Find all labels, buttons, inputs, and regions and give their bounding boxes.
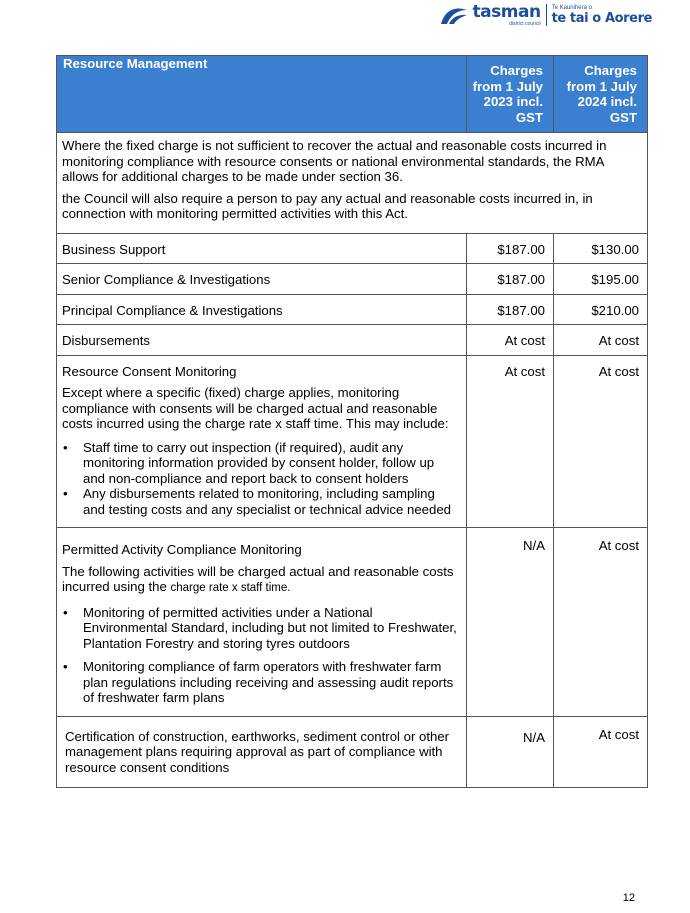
page-number: 12 xyxy=(622,892,635,904)
intro-cell xyxy=(57,133,648,234)
charge-2023: N/A xyxy=(467,528,554,717)
row-name: Principal Compliance & Investigations xyxy=(57,294,467,325)
charge-2023: N/A xyxy=(467,716,554,788)
consent-bullets xyxy=(62,440,458,518)
permitted-title: Permitted Activity Compliance Monitoring xyxy=(62,542,302,557)
intro-paragraph-1: Where the fixed charge is not sufficient to recover the actual and reasonable costs incurred in monitoring compliance with resource consents or national environmental standards, the RMA allows for additional charges to be made under section 36. xyxy=(62,138,607,184)
table-row xyxy=(57,325,648,356)
list-item: • Any disbursements related to monitoring, including sampling and testing costs and any specialist or technical advice needed xyxy=(62,486,458,517)
table-row xyxy=(57,264,648,295)
consent-monitoring-row xyxy=(57,355,648,528)
table-row xyxy=(57,294,648,325)
row-name: Disbursements xyxy=(57,325,467,356)
charge-2024: At cost xyxy=(554,528,648,717)
col-header-2023: Charges from 1 July 2023 incl. GST xyxy=(467,56,554,133)
list-item: • Monitoring of permitted activities under a National Environmental Standard, including but not limited to Freshwater, Plantation Forestry and storing tyres outdoors xyxy=(62,605,458,652)
row-name: Business Support xyxy=(57,233,467,264)
table-row xyxy=(57,233,648,264)
consent-title: Resource Consent Monitoring xyxy=(62,363,237,379)
charge-2023: At cost xyxy=(467,325,554,356)
permitted-desc-a: The following activities will be charged actual and reasonable costs incurred using the xyxy=(62,563,454,594)
charge-2024: $130.00 xyxy=(554,233,648,264)
charge-2024: $195.00 xyxy=(554,264,648,295)
charge-2024: At cost xyxy=(554,325,648,356)
charge-2024: At cost xyxy=(554,355,648,528)
permitted-description xyxy=(62,564,458,597)
col-header-2024: Charges from 1 July 2024 incl. GST xyxy=(554,56,648,133)
intro-row xyxy=(57,133,648,234)
charge-2024: At cost xyxy=(554,716,648,788)
charge-2023: $187.00 xyxy=(467,264,554,295)
consent-description: Except where a specific (fixed) charge applies, monitoring compliance with consents will be charged actual and reasonable costs incurred using the charge rate x staff time. This may include: xyxy=(62,385,449,431)
logo-maori-small: Te Kaunihera o xyxy=(551,5,592,11)
consent-monitoring-cell xyxy=(57,355,467,528)
row-name: Senior Compliance & Investigations xyxy=(57,264,467,295)
council-logo xyxy=(439,2,652,28)
fees-table xyxy=(56,55,648,788)
section-title: Resource Management xyxy=(57,56,467,133)
charge-2023: $187.00 xyxy=(467,233,554,264)
charge-2023: $187.00 xyxy=(467,294,554,325)
logo-divider xyxy=(546,4,547,26)
certification-row xyxy=(57,716,648,788)
logo-sub: district council xyxy=(509,20,541,27)
permitted-activity-row xyxy=(57,528,648,717)
certification-text: Certification of construction, earthworks, sediment control or other management plans requiring approval as part of compliance with resource consent conditions xyxy=(57,716,467,788)
permitted-bullets xyxy=(62,605,458,706)
tasman-wave-icon xyxy=(439,4,469,26)
table-header-row xyxy=(57,56,648,133)
permitted-desc-b: charge rate x staff time. xyxy=(170,582,291,594)
logo-name: tasman xyxy=(472,1,541,22)
permitted-activity-cell xyxy=(57,528,467,717)
logo-maori-name: te tai o Aorere xyxy=(551,11,652,26)
list-item: • Monitoring compliance of farm operators with freshwater farm plan regulations including receiving and assessing audit reports of freshwater farm plans xyxy=(62,659,458,706)
list-item: • Staff time to carry out inspection (if required), audit any monitoring information provided by consent holder, follow up and non-compliance and report back to consent holders xyxy=(62,440,458,487)
charge-2023: At cost xyxy=(467,355,554,528)
intro-paragraph-2: the Council will also require a person to pay any actual and reasonable costs incurred in, in connection with monitoring permitted activities with this Act. xyxy=(62,190,593,221)
charge-2024: $210.00 xyxy=(554,294,648,325)
